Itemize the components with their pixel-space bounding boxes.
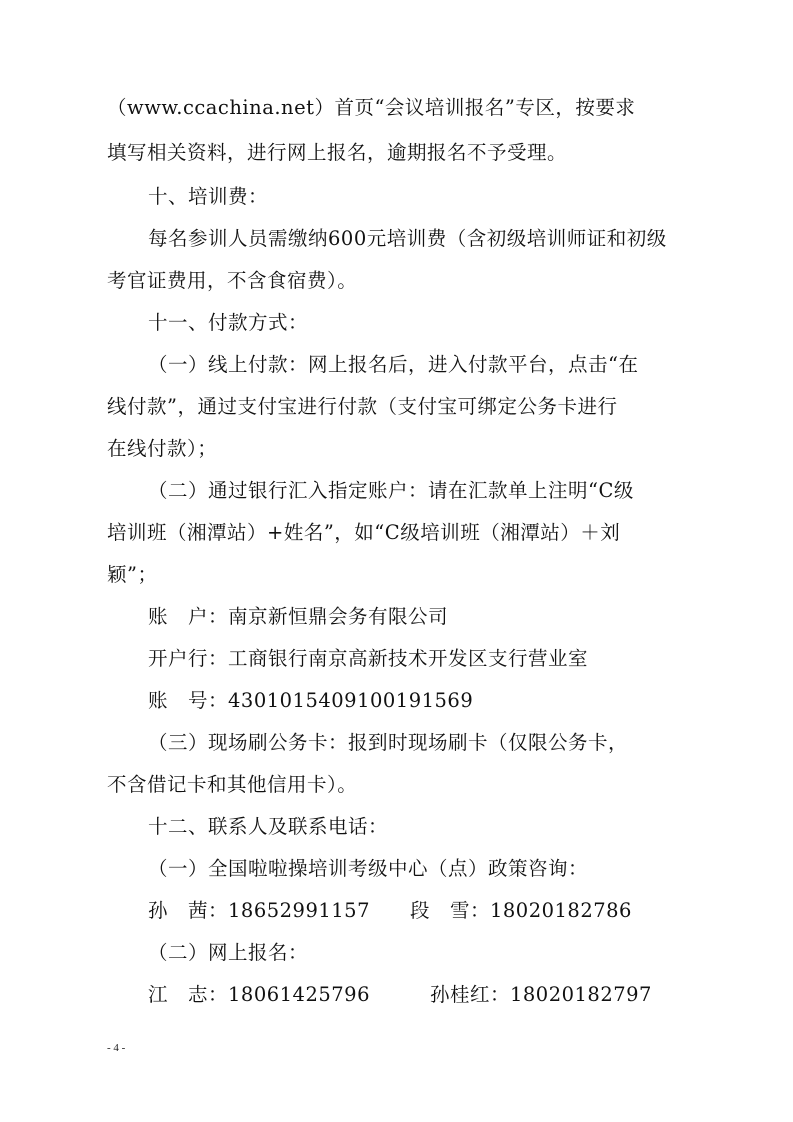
registration-url-line: （www.ccachina.net）首页“会议培训报名”专区，按要求: [107, 96, 636, 119]
bank-transfer-text-end: 颖”；: [107, 563, 158, 586]
section-heading-training-fee: 十、培训费：: [148, 185, 269, 208]
registration-deadline-line: 填写相关资料，进行网上报名，逾期报名不予受理。: [107, 141, 568, 164]
online-registration-heading: （二）网上报名：: [148, 941, 309, 964]
training-fee-text-cont: 考官证费用，不含食宿费）。: [107, 269, 358, 292]
policy-consult-contacts: 孙 茜：18652991157 段 雪：18020182786: [148, 899, 632, 922]
section-heading-contacts: 十二、联系人及联系电话：: [148, 815, 389, 838]
online-payment-text-cont: 线付款”，通过支付宝进行付款（支付宝可绑定公务卡进行: [107, 395, 618, 418]
page-number: - 4 -: [107, 1042, 126, 1054]
online-payment-text-end: 在线付款）；: [107, 437, 218, 460]
account-name: 账 户：南京新恒鼎会务有限公司: [148, 605, 449, 628]
online-registration-contacts: 江 志：18061425796 孙桂红：18020182797: [148, 983, 652, 1006]
account-bank: 开户行：工商银行南京高新技术开发区支行营业室: [148, 647, 589, 670]
card-payment-text-cont: 不含借记卡和其他信用卡）。: [107, 773, 358, 796]
policy-consult-heading: （一）全国啦啦操培训考级中心（点）政策咨询：: [148, 857, 589, 880]
section-heading-payment: 十一、付款方式：: [148, 311, 309, 334]
online-payment-text: （一）线上付款：网上报名后，进入付款平台，点击“在: [148, 353, 639, 376]
training-fee-text: 每名参训人员需缴纳600元培训费（含初级培训师证和初级: [148, 227, 667, 250]
card-payment-text: （三）现场刷公务卡：报到时现场刷卡（仅限公务卡，: [148, 731, 629, 754]
bank-transfer-text: （二）通过银行汇入指定账户：请在汇款单上注明“C级: [148, 479, 634, 502]
account-number: 账 号：4301015409100191569: [148, 689, 474, 712]
bank-transfer-text-cont: 培训班（湘潭站）+姓名”，如“C级培训班（湘潭站）＋刘: [107, 521, 621, 544]
